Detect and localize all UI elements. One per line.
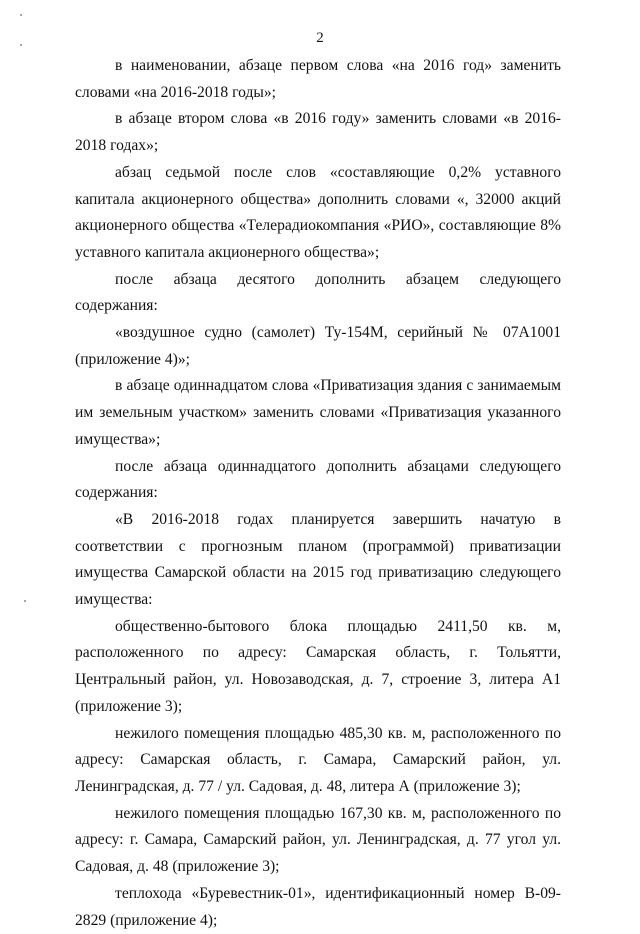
paragraph-12: теплохода «Буревестник-01», идентификационный номер В-09-2829 (приложение 4); — [75, 884, 561, 929]
paragraph-11: нежилого помещения площадью 167,30 кв. м, расположенного по адресу: г. Самара, Самарский район, ул. Ленинградская, д. 77 угол ул. Садовая, д. 48 (приложение 3); — [75, 804, 561, 876]
paragraph-8: «В 2016-2018 годах планируется завершить начатую в соответствии с прогнозным планом (программой) приватизации имущества Самарской области на 2015 год приватизацию следующего имущества: — [75, 510, 561, 609]
paragraph-6: в абзаце одиннадцатом слова «Приватизация здания с занимаемым им земельным участком» заменить словами «Приватизация указанного имущества»; — [75, 377, 561, 448]
scan-speck — [24, 600, 26, 602]
paragraph-2: в абзаце втором слова «в 2016 году» заменить словами «в 2016-2018 годах»; — [75, 110, 561, 155]
paragraph-10: нежилого помещения площадью 485,30 кв. м, расположенного по адресу: Самарская область, г. Самара, Самарский район, ул. Ленинградская, д. 77 / ул. Садовая, д. 48, литера А (приложение 3); — [75, 724, 561, 795]
paragraph-9: общественно-бытового блока площадью 2411,50 кв. м, расположенного по адресу: Самарская область, г. Тольятти, Центральный район, ул. Новозаводская, д. 7, строение 3, литера А1 (приложение 3); — [75, 617, 561, 715]
page-number: 2 — [316, 30, 324, 46]
paragraph-1: в наименовании, абзаце первом слова «на 2016 год» заменить словами «на 2016-2018 годы»; — [75, 57, 561, 101]
paragraph-7: после абзаца одиннадцатого дополнить абзацами следующего содержания: — [75, 457, 561, 502]
document-body — [75, 53, 561, 934]
paragraph-3: абзац седьмой после слов «составляющие 0,2% уставного капитала акционерного общества» дополнить словами «, 32000 акций акционерного общества «Телерадиокомпания «РИО», составляющие 8% уставного капитала акционерного общества»; — [75, 163, 561, 261]
scan-speck — [20, 44, 22, 46]
paragraph-5: «воздушное судно (самолет) Ту-154М, серийный № 07А1001 (приложение 4)»; — [75, 324, 561, 368]
scan-speck — [20, 14, 22, 16]
paragraph-4: после абзаца десятого дополнить абзацем следующего содержания: — [75, 270, 561, 315]
